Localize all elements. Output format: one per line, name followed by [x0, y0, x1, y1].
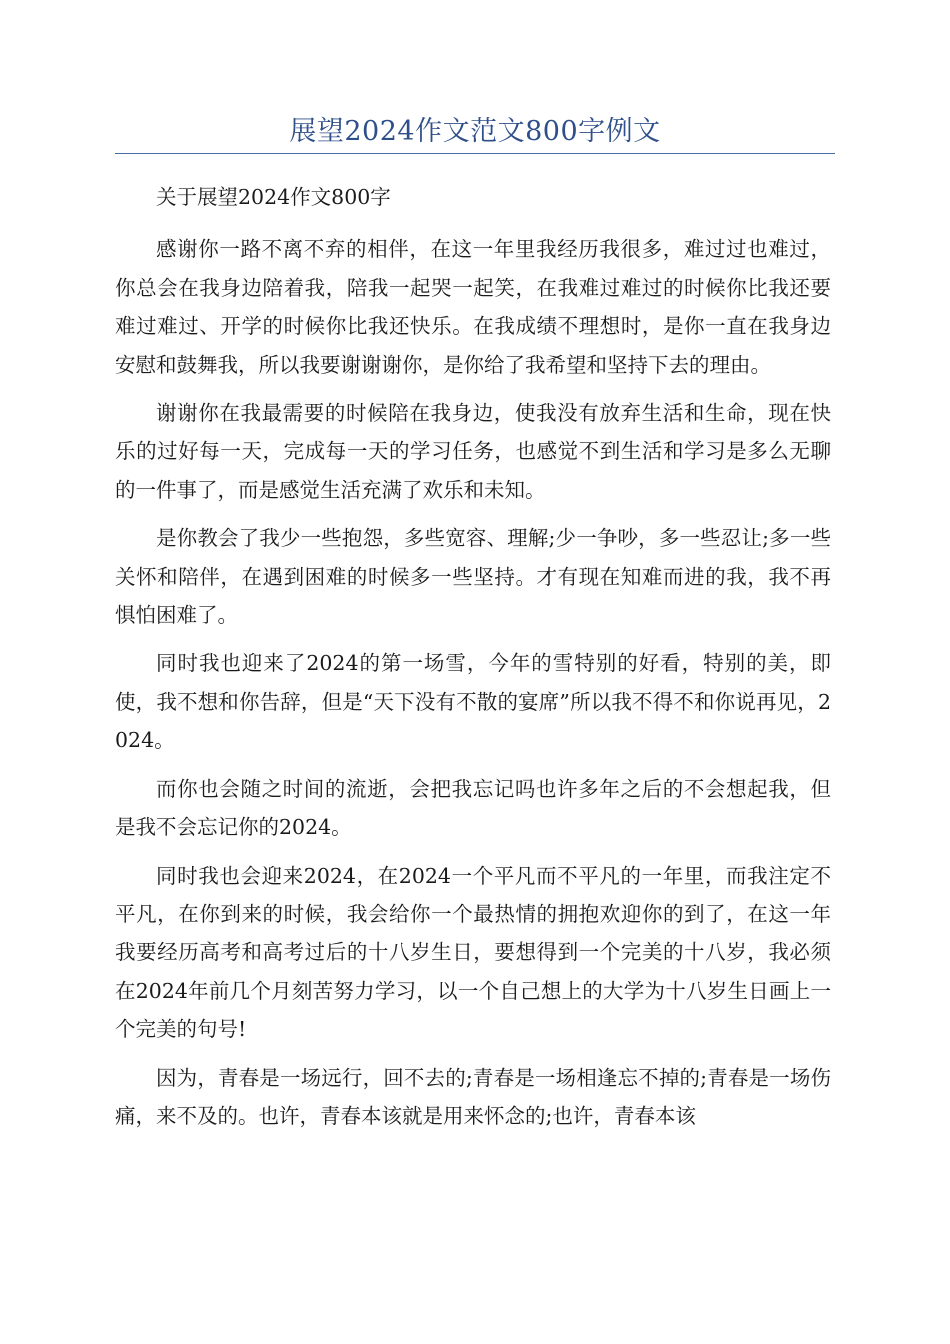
paragraph-7: 因为，青春是一场远行，回不去的;青春是一场相逢忘不掉的;青春是一场伤痛，来不及的。也许，青春本该就是用来怀念的;也许，青春本该	[115, 1065, 831, 1128]
title-divider	[115, 153, 835, 154]
paragraph-2: 谢谢你在我最需要的时候陪在我身边，使我没有放弃生活和生命，现在快乐的过好每一天，完成每一天的学习任务，也感觉不到生活和学习是多么无聊的一件事了，而是感觉生活充满了欢乐和未知。	[115, 401, 831, 502]
document-body	[115, 178, 831, 1145]
document-subtitle: 关于展望2024作文800字	[156, 185, 391, 209]
paragraph-3: 是你教会了我少一些抱怨，多些宽容、理解;少一争吵，多一些忍让;多一些关怀和陪伴，在遇到困难的时候多一些坚持。才有现在知难而进的我，我不再惧怕困难了。	[115, 526, 831, 628]
paragraph-4: 同时我也迎来了2024的第一场雪，今年的雪特别的好看，特别的美，即使，我不想和你告辞，但是“天下没有不散的宴席”所以我不得不和你说再见，2024。	[115, 651, 831, 753]
paragraph-6: 同时我也会迎来2024，在2024一个平凡而不平凡的一年里，而我注定不平凡，在你到来的时候，我会给你一个最热情的拥抱欢迎你的到了，在这一年我要经历高考和高考过后的十八岁生日，要想得到一个完美的十八岁，我必须在2024年前几个月刻苦努力学习，以一个自己想上的大学为十八岁生日画上一个完美的句号!	[115, 863, 831, 1042]
page-title: 展望2024作文范文800字例文	[289, 116, 661, 147]
paragraph-1: 感谢你一路不离不弃的相伴，在这一年里我经历我很多，难过过也难过，你总会在我身边陪着我，陪我一起哭一起笑，在我难过难过的时候你比我还要难过难过、开学的时候你比我还快乐。在我成绩不理想时，是你一直在我身边安慰和鼓舞我，所以我要谢谢谢你，是你给了我希望和坚持下去的理由。	[115, 237, 831, 377]
paragraph-5: 而你也会随之时间的流逝，会把我忘记吗也许多年之后的不会想起我，但是我不会忘记你的2024。	[115, 776, 831, 840]
